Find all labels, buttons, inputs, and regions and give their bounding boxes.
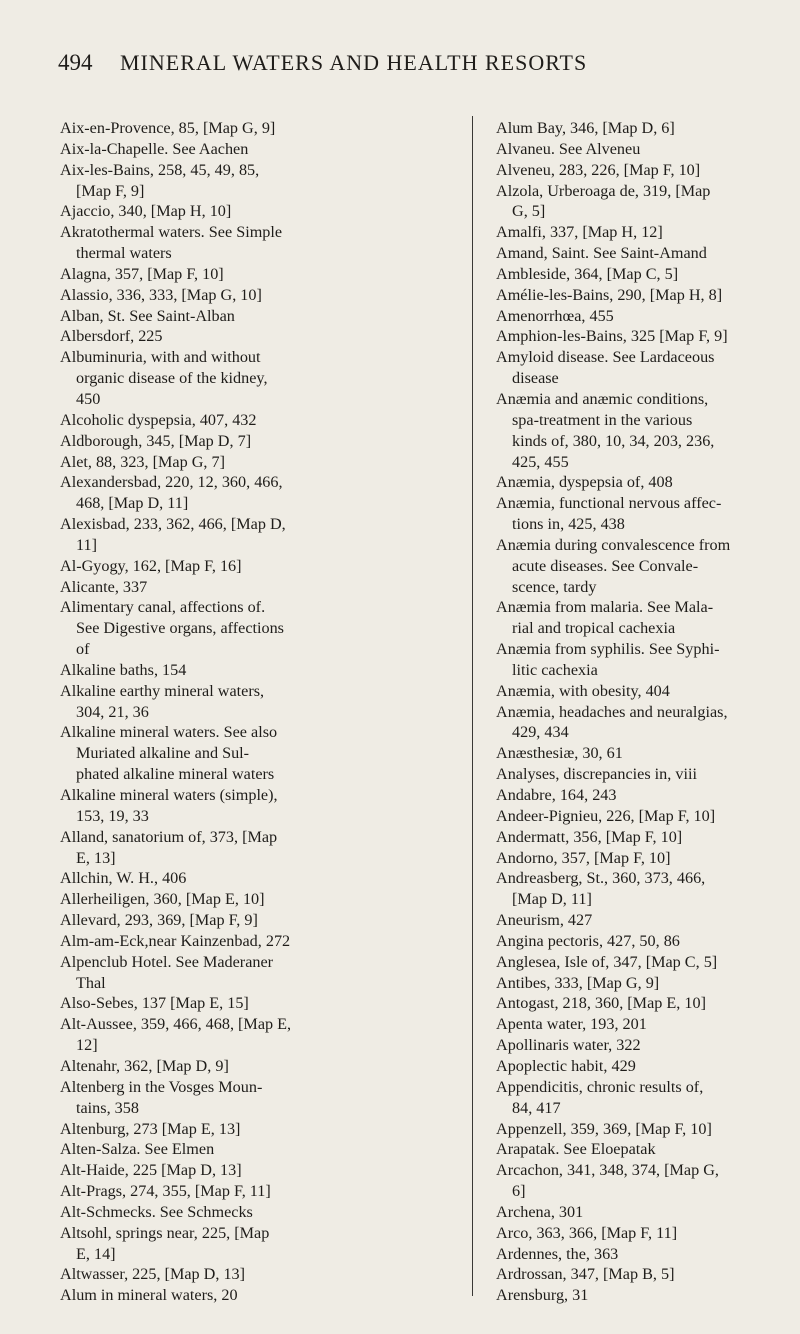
index-entry: Alkaline mineral waters (simple), 153, 19, 33 [60,786,278,825]
index-entry: Appenzell, 359, 369, [Map F, 10] [496,1119,712,1138]
page-header [58,50,742,76]
index-entry: Anæmia, dyspepsia of, 408 [496,473,673,492]
index-entry: Albersdorf, 225 [60,327,163,346]
index-entry: Anæmia during convalescence from acute diseases. See Convale- scence, tardy [496,535,731,596]
index-entry: Amyloid disease. See Lardaceous disease [496,348,715,388]
index-column-right [496,118,774,1306]
index-entry: Anæmia, functional nervous affec- tions in, 425, 438 [496,494,722,534]
index-entry: Anæsthesiæ, 30, 61 [496,744,623,763]
index-entry: Alcoholic dyspepsia, 407, 432 [60,410,257,429]
index-entry: Andeer-Pignieu, 226, [Map F, 10] [496,806,716,825]
index-entry: Altwasser, 225, [Map D, 13] [60,1265,246,1284]
index-entry: Altenburg, 273 [Map E, 13] [60,1119,241,1138]
index-entry: Alet, 88, 323, [Map G, 7] [60,452,225,471]
index-entry: Albuminuria, with and without organic disease of the kidney, 450 [60,348,268,408]
index-entry: Aix-les-Bains, 258, 45, 49, 85, [Map F, 9] [60,160,260,200]
index-entry: Alicante, 337 [60,577,148,596]
index-entry: Alt-Schmecks. See Schmecks [60,1202,253,1221]
index-entry: Alexisbad, 233, 362, 466, [Map D, 11] [60,515,286,554]
index-entry: Allevard, 293, 369, [Map F, 9] [60,911,258,930]
index-entry: Akratothermal waters. See Simple thermal waters [60,223,283,263]
index-entry: Alt-Aussee, 359, 466, 468, [Map E, 12] [60,1015,292,1055]
index-entry: Anæmia, with obesity, 404 [496,681,670,700]
index-entry: Alt-Prags, 274, 355, [Map F, 11] [60,1182,271,1201]
index-entry: Anæmia from syphilis. See Syphi- litic cachexia [496,640,720,679]
index-entry: Alland, sanatorium of, 373, [Map E, 13] [60,827,278,867]
index-entry: Alassio, 336, 333, [Map G, 10] [60,285,262,304]
index-entry: Apollinaris water, 322 [496,1036,641,1055]
index-entry: Alpenclub Hotel. See Maderaner Thal [60,952,274,992]
index-entry: Allchin, W. H., 406 [60,869,187,888]
index-entry: Arcachon, 341, 348, 374, [Map G, 6] [496,1161,719,1201]
index-entry: Analyses, discrepancies in, viii [496,765,697,784]
index-entry: Aix-la-Chapelle. See Aachen [60,139,249,158]
index-entry: Andabre, 164, 243 [496,786,617,804]
index-entry: Altenahr, 362, [Map D, 9] [60,1056,229,1075]
index-entry: Altsohl, springs near, 225, [Map E, 14] [60,1223,270,1263]
index-entry: Amphion-les-Bains, 325 [Map F, 9] [496,327,728,346]
index-entry: Aldborough, 345, [Map D, 7] [60,431,252,450]
index-entry: Amalfi, 337, [Map H, 12] [496,223,663,242]
index-entry: Anæmia from malaria. See Mala- rial and tropical cachexia [496,598,714,638]
index-entry: Allerheiligen, 360, [Map E, 10] [60,890,265,909]
index-entry: Aix-en-Provence, 85, [Map G, 9] [60,119,276,137]
index-entry: Alvaneu. See Alveneu [496,139,641,158]
index-entry: Alzola, Urberoaga de, 319, [Map G, 5] [496,181,711,221]
index-entry: Alagna, 357, [Map F, 10] [60,264,224,283]
index-entry: Alum Bay, 346, [Map D, 6] [496,119,675,137]
index-entry: Ambleside, 364, [Map C, 5] [496,264,679,283]
index-entry: Alum in mineral waters, 20 [60,1286,238,1305]
index-entry: Alexandersbad, 220, 12, 360, 466, 468, [Map D, 11] [60,473,283,513]
index-entry: Apoplectic habit, 429 [496,1056,636,1075]
index-entry: Amand, Saint. See Saint-Amand [496,244,707,263]
index-entry: Anæmia, headaches and neuralgias, 429, 434 [496,702,728,742]
index-entry: Alkaline baths, 154 [60,660,187,679]
index-entry: Arensburg, 31 [496,1286,589,1305]
index-entry: Alten-Salza. See Elmen [60,1140,215,1159]
index-entry: Archena, 301 [496,1202,584,1221]
index-entry: Alt-Haide, 225 [Map D, 13] [60,1161,242,1180]
index-column-left [60,118,455,1306]
index-entry: Apenta water, 193, 201 [496,1015,647,1034]
running-title: MINERAL WATERS AND HEALTH RESORTS [120,50,588,75]
index-entry: Appendicitis, chronic results of, 84, 417 [496,1077,704,1117]
index-entry: Antibes, 333, [Map G, 9] [496,973,660,992]
index-entry: Antogast, 218, 360, [Map E, 10] [496,994,706,1013]
index-entry: Al-Gyogy, 162, [Map F, 16] [60,556,242,575]
page-number: 494 [58,50,93,75]
index-entry: Arco, 363, 366, [Map F, 11] [496,1223,678,1242]
index-entry: Ardrossan, 347, [Map B, 5] [496,1265,675,1284]
index-entry: Aneurism, 427 [496,911,593,930]
index-entry: Angina pectoris, 427, 50, 86 [496,931,680,950]
column-divider [472,116,473,1296]
index-entry: Alimentary canal, affections of. See Digestive organs, affections of [60,598,284,659]
index-entry: Alkaline earthy mineral waters, 304, 21, 36 [60,681,265,721]
index-entry: Andreasberg, St., 360, 373, 466, [Map D, 11] [496,869,706,909]
index-entry: Alm-am-Eck,near Kainzenbad, 272 [60,931,291,950]
index-entry: Andorno, 357, [Map F, 10] [496,848,671,867]
index-entry: Anglesea, Isle of, 347, [Map C, 5] [496,952,718,971]
index-entry: Alban, St. See Saint-Alban [60,306,235,325]
index-entry: Ardennes, the, 363 [496,1244,619,1263]
index-entry: Alveneu, 283, 226, [Map F, 10] [496,160,701,179]
index-entry: Amenorrhœa, 455 [496,306,614,325]
index-entry: Altenberg in the Vosges Moun- tains, 358 [60,1077,263,1117]
index-entry: Andermatt, 356, [Map F, 10] [496,827,683,846]
index-entry: Alkaline mineral waters. See also Muriated alkaline and Sul- phated alkaline mineral waters [60,723,278,784]
index-entry: Arapatak. See Eloepatak [496,1140,656,1159]
index-entry: Also-Sebes, 137 [Map E, 15] [60,994,249,1013]
index-entry: Amélie-les-Bains, 290, [Map H, 8] [496,285,723,304]
index-entry: Ajaccio, 340, [Map H, 10] [60,202,232,221]
index-entry: Anæmia and anæmic conditions, spa-treatment in the various kinds of, 380, 10, 34, 203, 236, 425, 455 [496,389,715,471]
